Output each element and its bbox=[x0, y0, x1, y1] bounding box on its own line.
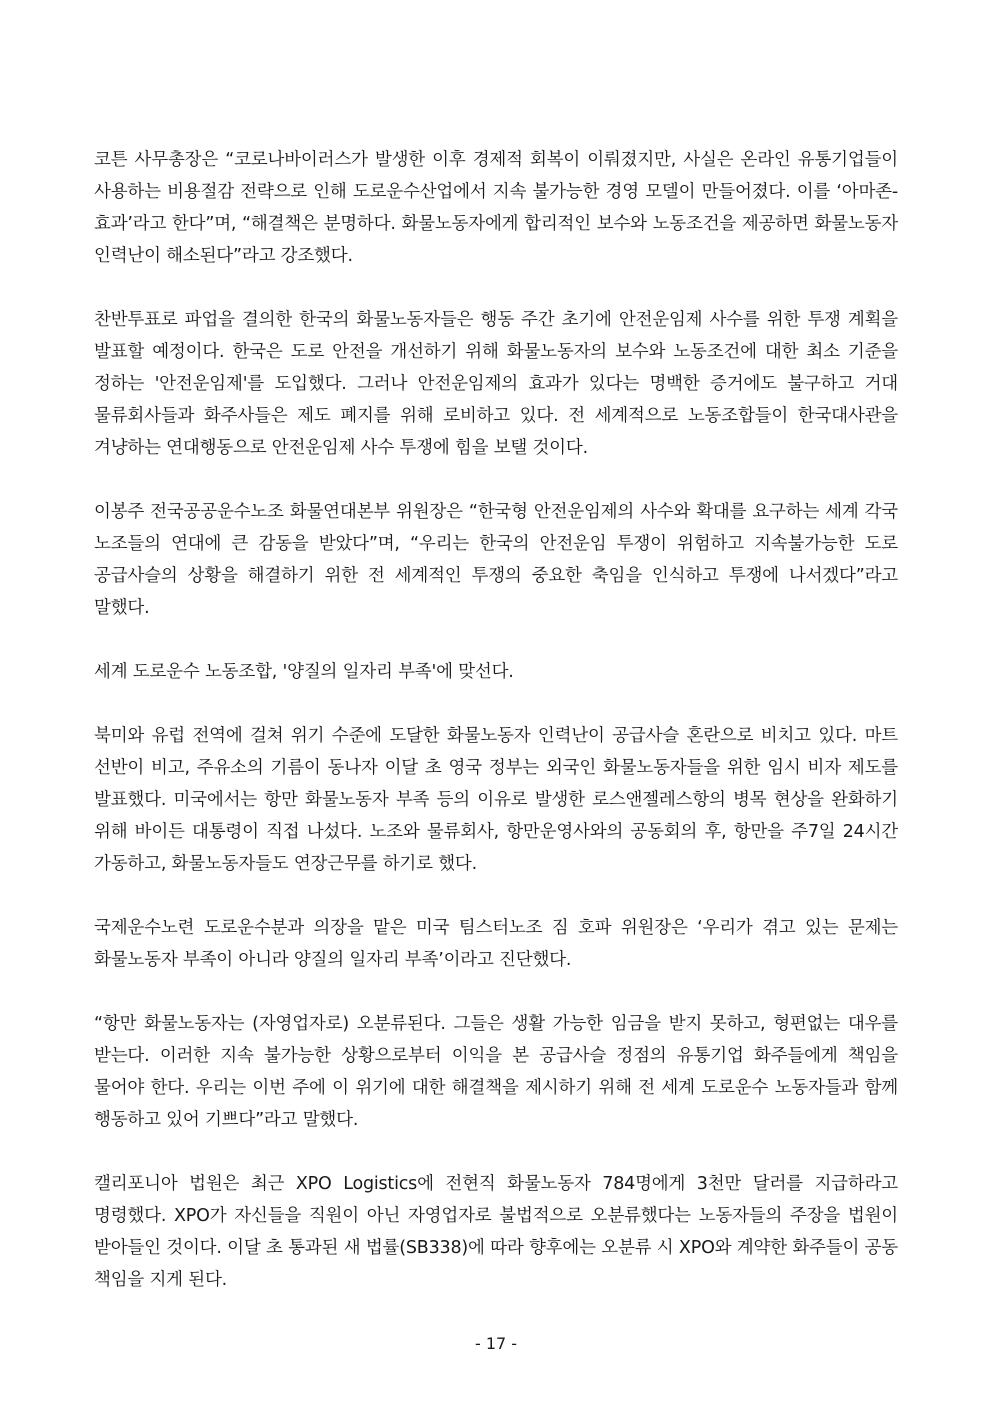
paragraph-lee-bongju-quote: 이봉주 전국공공운수노조 화물연대본부 위원장은 “한국형 안전운임제의 사수와 확대를 요구하는 세계 각국 노조들의 연대에 큰 감동을 받았다”며, “우리는 한국의 안전운임 투쟁이 위험하고 지속불가능한 도로 공급사슬의 상황을 해결하기 위한 전 세계적인 투쟁의 중요한 축임을 인식하고 투쟁에 나서겠다”라고 말했다. bbox=[94, 502, 898, 618]
paragraph-korean-strike-plan: 찬반투표로 파업을 결의한 한국의 화물노동자들은 행동 주간 초기에 안전운임제 사수를 위한 투쟁 계획을 발표할 예정이다. 한국은 도로 안전을 개선하기 위해 화물노동자의 보수와 노동조건에 대한 최소 기준을 정하는 '안전운임제'를 도입했다. 그러나 안전운임제의 효과가 있다는 명백한 증거에도 불구하고 거대 물류회사들과 화주사들은 제도 폐지를 위해 로비하고 있다. 전 세계적으로 노동조합들이 한국대사관을 겨냥하는 연대행동으로 안전운임제 사수 투쟁에 힘을 보탤 것이다. bbox=[94, 310, 898, 458]
page-number: - 17 - bbox=[474, 1334, 518, 1353]
paragraph-hoffa-diagnosis: 국제운수노련 도로운수분과 의장을 맡은 미국 팀스터노조 짐 호파 위원장은 ‘우리가 겪고 있는 문제는 화물노동자 부족이 아니라 양질의 일자리 부족’이라고 진단했다. bbox=[94, 918, 898, 970]
paragraph-port-drivers-quote: “항만 화물노동자는 (자영업자로) 오분류된다. 그들은 생활 가능한 임금을 받지 못하고, 형편없는 대우를 받는다. 이러한 지속 불가능한 상황으로부터 이익을 본 공급사슬 정점의 유통기업 화주들에게 책임을 물어야 한다. 우리는 이번 주에 이 위기에 대한 해결책을 제시하기 위해 전 세계 도로운수 노동자들과 함께 행동하고 있어 기쁘다”라고 말했다. bbox=[94, 1014, 898, 1130]
section-heading: 세계 도로운수 노동조합, '양질의 일자리 부족'에 맞선다. bbox=[94, 662, 514, 682]
paragraph-cotton-quote: 코튼 사무총장은 “코로나바이러스가 발생한 이후 경제적 회복이 이뤄졌지만, 사실은 온라인 유통기업들이 사용하는 비용절감 전략으로 인해 도로운수산업에서 지속 불가능한 경영 모델이 만들어졌다. 이를 ‘아마존-효과’라고 한다”며, “해결책은 분명하다. 화물노동자에게 합리적인 보수와 노동조건을 제공하면 화물노동자 인력난이 해소된다”라고 강조했다. bbox=[94, 150, 898, 266]
paragraph-driver-shortage: 북미와 유럽 전역에 걸쳐 위기 수준에 도달한 화물노동자 인력난이 공급사슬 혼란으로 비치고 있다. 마트 선반이 비고, 주유소의 기름이 동나자 이달 초 영국 정부는 외국인 화물노동자들을 위한 임시 비자 제도를 발표했다. 미국에서는 항만 화물노동자 부족 등의 이유로 발생한 로스앤젤레스항의 병목 현상을 완화하기 위해 바이든 대통령이 직접 나섰다. 노조와 물류회사, 항만운영사와의 공동회의 후, 항만을 주7일 24시간 가동하고, 화물노동자들도 연장근무를 하기로 했다. bbox=[94, 726, 898, 874]
document-body bbox=[94, 144, 898, 1328]
paragraph-xpo-ruling: 캘리포니아 법원은 최근 XPO Logistics에 전현직 화물노동자 784명에게 3천만 달러를 지급하라고 명령했다. XPO가 자신들을 직원이 아닌 자영업자로 불법적으로 오분류했다는 노동자들의 주장을 법원이 받아들인 것이다. 이달 초 통과된 새 법률(SB338)에 따라 향후에는 오분류 시 XPO와 계약한 화주들이 공동 책임을 지게 된다. bbox=[94, 1174, 898, 1290]
